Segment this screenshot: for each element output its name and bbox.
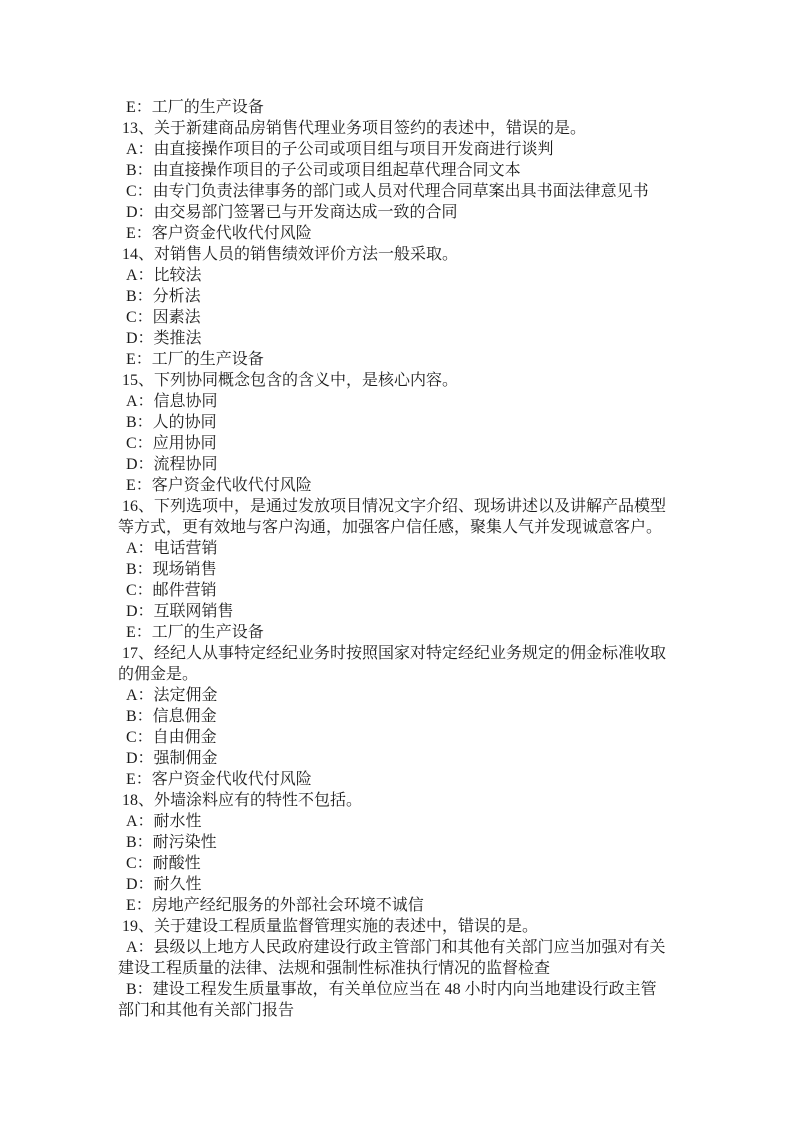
- option-line: A：耐水性: [126, 813, 202, 830]
- question-block: [118, 643, 668, 790]
- option-line: C：邮件营销: [126, 582, 217, 599]
- option-line: D：由交易部门签署已与开发商达成一致的合同: [126, 204, 458, 221]
- question-stem: 13、关于新建商品房销售代理业务项目签约的表述中，错误的是。: [122, 120, 587, 137]
- question-stem: 14、对销售人员的销售绩效评价方法一般采取。: [122, 246, 459, 263]
- question-block: [118, 244, 668, 370]
- option-line: B：由直接操作项目的子公司或项目组起草代理合同文本: [126, 162, 521, 179]
- document-text-block: [118, 97, 668, 1021]
- option-line: B：信息佣金: [126, 708, 217, 725]
- option-line: B：现场销售: [126, 561, 217, 578]
- option-line: B：分析法: [126, 288, 201, 305]
- question-stem: 18、外墙涂料应有的特性不包括。: [122, 792, 363, 809]
- option-line: E：工厂的生产设备: [126, 624, 264, 641]
- option-line: D：流程协同: [126, 456, 218, 473]
- question-stem: 19、关于建设工程质量监督管理实施的表述中，错误的是。: [122, 918, 539, 935]
- option-line: E：房地产经纪服务的外部社会环境不诚信: [126, 897, 424, 914]
- option-line: C：自由佣金: [126, 729, 217, 746]
- colon-separator: ：: [135, 99, 152, 116]
- option-line: D：类推法: [126, 330, 202, 347]
- question-stem: 17、经纪人从事特定经纪业务时按照国家对特定经纪业务规定的佣金标准收取的佣金是。: [118, 645, 667, 683]
- question-stem: 15、下列协同概念包含的含义中，是核心内容。: [122, 372, 459, 389]
- questions-container: [118, 118, 668, 1021]
- option-line: D：耐久性: [126, 876, 202, 893]
- option-line: B：人的协同: [126, 414, 217, 431]
- option-line: C：由专门负责法律事务的部门或人员对代理合同草案出具书面法律意见书: [126, 183, 649, 200]
- option-line: A：信息协同: [126, 393, 218, 410]
- option-text: 工厂的生产设备: [151, 99, 264, 116]
- option-line: B：耐污染性: [126, 834, 217, 851]
- option-line: A：法定佣金: [126, 687, 218, 704]
- option-line: A：县级以上地方人民政府建设行政主管部门和其他有关部门应当加强对有关建设工程质量的法律、法规和强制性标准执行情况的监督检查: [118, 939, 666, 977]
- option-line: E：工厂的生产设备: [126, 351, 264, 368]
- option-line: A：电话营销: [126, 540, 218, 557]
- option-line: D：互联网销售: [126, 603, 234, 620]
- question-block: [118, 496, 668, 643]
- option-line: A：由直接操作项目的子公司或项目组与项目开发商进行谈判: [126, 141, 554, 158]
- question-block: [118, 790, 668, 916]
- option-letter: E: [126, 99, 136, 116]
- question-block: [118, 370, 668, 496]
- option-line: C：耐酸性: [126, 855, 201, 872]
- question-block: [118, 916, 668, 1021]
- option-line: B：建设工程发生质量事故，有关单位应当在 48 小时内向当地建设行政主管部门和其他有关部门报告: [118, 981, 657, 1019]
- option-line: E：客户资金代收代付风险: [126, 477, 312, 494]
- option-line: E：客户资金代收代付风险: [126, 771, 312, 788]
- option-line: A：比较法: [126, 267, 202, 284]
- stray-option-line: [118, 97, 668, 118]
- question-block: [118, 118, 668, 244]
- option-line: D：强制佣金: [126, 750, 218, 767]
- option-line: C：应用协同: [126, 435, 217, 452]
- question-stem: 16、下列选项中，是通过发放项目情况文字介绍、现场讲述以及讲解产品模型等方式，更有效地与客户沟通，加强客户信任感，聚集人气并发现诚意客户。: [118, 498, 667, 536]
- option-line: C：因素法: [126, 309, 201, 326]
- option-line: E：客户资金代收代付风险: [126, 225, 312, 242]
